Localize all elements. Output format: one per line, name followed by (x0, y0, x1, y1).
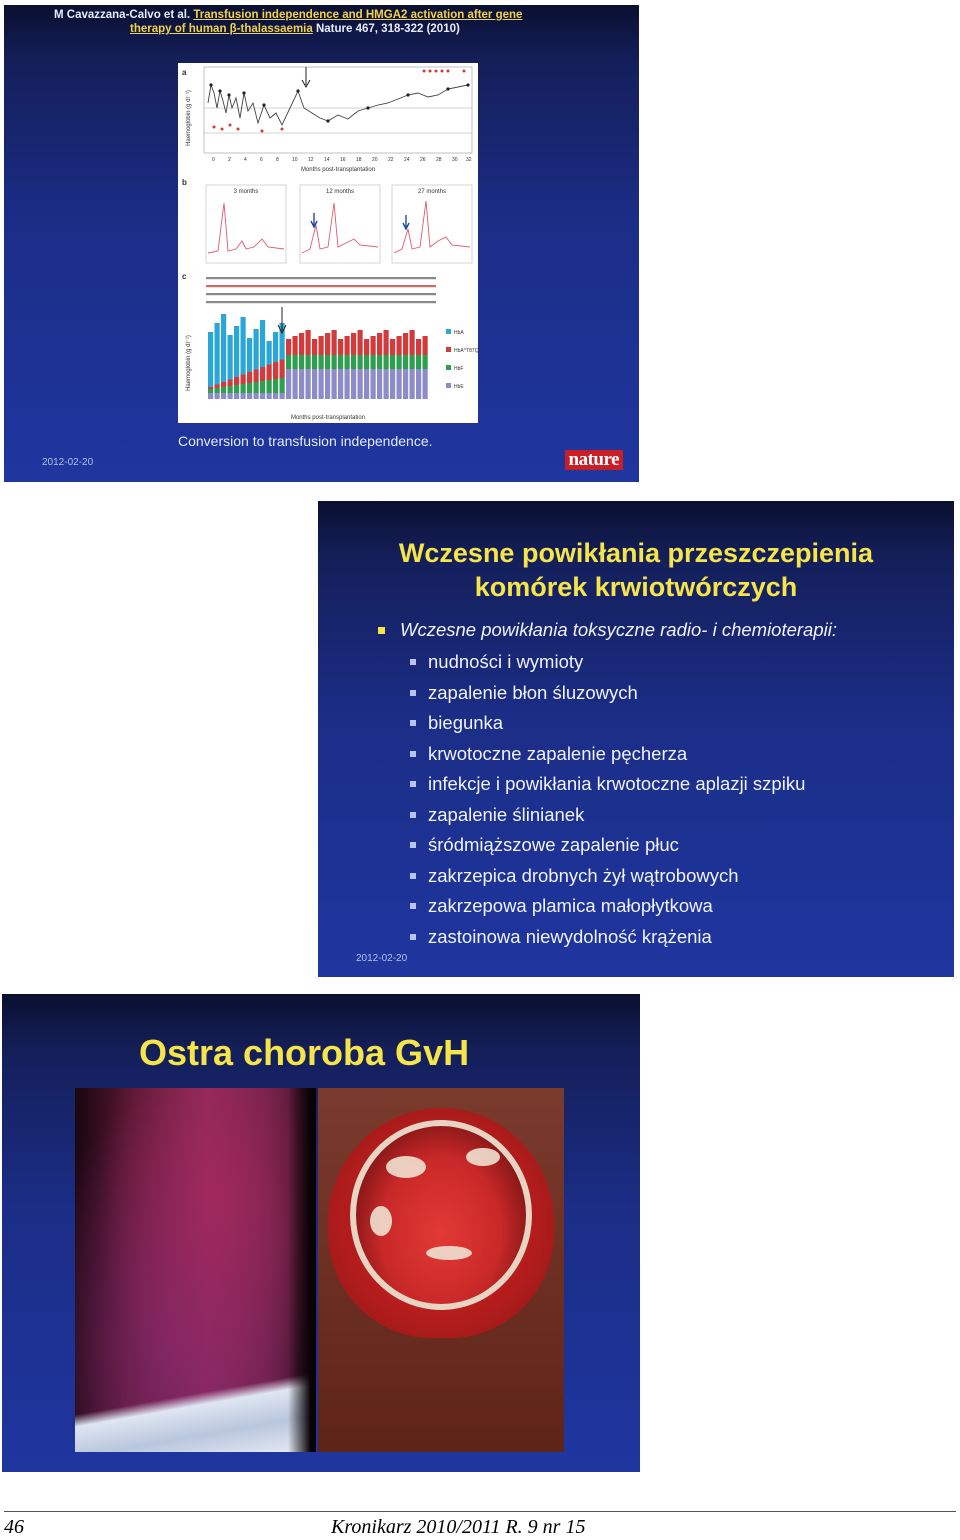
lesion-patch (466, 1148, 500, 1166)
stacked-bar-segment (312, 339, 317, 355)
stacked-bar-segment (325, 333, 330, 355)
stacked-bar-segment (338, 339, 343, 355)
stacked-bar-segment (241, 375, 246, 385)
citation-journal: Nature 467, 318-322 (2010) (315, 23, 460, 35)
citation (54, 8, 594, 36)
stacked-bar-segment (273, 393, 278, 399)
stacked-bar-segment (215, 388, 220, 393)
stacked-bar-segment (286, 369, 291, 399)
stacked-bar-segment (254, 393, 259, 399)
stacked-bar-segment (390, 369, 395, 399)
sub-bullet-text: biegunka (428, 712, 504, 734)
page-number: 46 (4, 1516, 24, 1538)
stacked-bar-segment (371, 369, 376, 399)
stacked-bar-segment (228, 393, 233, 399)
stacked-bar-segment (293, 369, 298, 399)
stacked-bar-segment (286, 355, 291, 369)
stacked-bar-segment (293, 355, 298, 369)
svg-text:26: 26 (420, 157, 426, 163)
stacked-bar-segment (351, 333, 356, 355)
stacked-bar-segment (273, 332, 278, 362)
panel-c-table (206, 277, 436, 303)
svg-text:2: 2 (228, 157, 231, 163)
slide-early-complications (318, 501, 954, 977)
panel-label-b: b (182, 178, 187, 187)
sub-bullet-text: śródmiąższowe zapalenie płuc (428, 834, 679, 856)
stacked-bar-segment (332, 355, 337, 369)
cloth-region (75, 1372, 316, 1452)
svg-text:10: 10 (292, 157, 298, 163)
sub-bullet-text: zakrzepica drobnych żył wątrobowych (428, 864, 739, 886)
figure-panel (178, 63, 478, 423)
stacked-bar-segment (319, 369, 324, 399)
sub-bullet-marker (410, 812, 416, 818)
stacked-bar-segment (267, 341, 272, 365)
slide2-title-line1: Wczesne powikłania przeszczepienia (398, 538, 874, 568)
slide2-title (318, 536, 954, 604)
slide1-caption: Conversion to transfusion independence. (178, 433, 433, 449)
stacked-bar-segment (208, 387, 213, 389)
stacked-bar-segment (306, 355, 311, 369)
footer-rule (4, 1511, 956, 1512)
stacked-bar-segment (358, 330, 363, 355)
stacked-bar-segment (403, 333, 408, 355)
oral-mucositis-photo (318, 1088, 564, 1452)
stacked-bar-segment (260, 393, 265, 399)
sub-bullet (410, 708, 837, 739)
sub-bullet (410, 678, 837, 709)
sub-bullet-text: zakrzepowa plamica małopłytkowa (428, 895, 713, 917)
svg-text:30: 30 (452, 157, 458, 163)
stacked-bar-segment (338, 355, 343, 369)
stacked-bar-segment (215, 385, 220, 389)
stacked-bar-segment (377, 333, 382, 355)
panel-a-xticks (212, 157, 472, 163)
panel-a-trace (208, 85, 468, 125)
stacked-bar-segment (208, 393, 213, 399)
stacked-bar-segment (423, 355, 428, 369)
stacked-bar-segment (234, 377, 239, 385)
stacked-bar-segment (228, 335, 233, 380)
stacked-bar-segment (397, 355, 402, 369)
stacked-bar-segment (390, 355, 395, 369)
stacked-bar-segment (267, 380, 272, 393)
stacked-bar-segment (299, 333, 304, 355)
stacked-bar-segment (377, 355, 382, 369)
svg-text:3 months: 3 months (233, 189, 259, 195)
stacked-bar-segment (241, 317, 246, 375)
svg-text:12 months: 12 months (325, 189, 355, 195)
stacked-bar-segment (221, 382, 226, 387)
stacked-bar-segment (423, 369, 428, 399)
stacked-bar-segment (371, 355, 376, 369)
bullet-list (378, 619, 837, 952)
svg-text:18: 18 (356, 157, 362, 163)
panel-a-frame (204, 67, 472, 153)
stacked-bar-segment (215, 393, 220, 399)
citation-title-link-1[interactable]: Transfusion independence and HMGA2 activation after gene (193, 9, 523, 21)
bullet-marker (378, 627, 385, 634)
svg-text:27 months: 27 months (417, 189, 447, 195)
mouth-inner (350, 1120, 532, 1310)
lesion-patch (386, 1156, 426, 1178)
stacked-bar-segment (319, 336, 324, 355)
stacked-bar-segment (280, 378, 285, 393)
stacked-bar-segment (215, 323, 220, 385)
svg-text:32: 32 (466, 157, 472, 163)
stacked-bar-segment (351, 355, 356, 369)
stacked-bar-segment (312, 369, 317, 399)
stacked-bar-segment (312, 355, 317, 369)
stacked-bar-segment (325, 369, 330, 399)
sub-bullet-marker (410, 934, 416, 940)
stacked-bar-segment (358, 355, 363, 369)
stacked-bar-segment (416, 339, 421, 355)
panel-b-chromatograms (206, 185, 472, 263)
stacked-bar-segment (221, 393, 226, 399)
slide2-date: 2012-02-20 (356, 953, 408, 964)
svg-text:20: 20 (372, 157, 378, 163)
lesion-patch (426, 1246, 472, 1260)
stacked-bar-segment (254, 370, 259, 383)
sub-bullet (410, 891, 837, 922)
stacked-bar-segment (234, 393, 239, 399)
main-bullet-text: Wczesne powikłania toksyczne radio- i chemioterapii: (400, 619, 837, 640)
stacked-bar-segment (416, 369, 421, 399)
stacked-bar-segment (234, 326, 239, 377)
sub-bullet (410, 647, 837, 678)
stacked-bar-segment (228, 380, 233, 387)
sub-bullet-text: infekcje i powikłania krwotoczne aplazji szpiku (428, 773, 806, 795)
sub-bullet-marker (410, 873, 416, 879)
stacked-bar-segment (384, 355, 389, 369)
panel-c-legend (446, 329, 478, 390)
stacked-bar-segment (410, 355, 415, 369)
sub-bullet-text: krwotoczne zapalenie pęcherza (428, 742, 688, 764)
citation-title-link-2[interactable]: therapy of human β-thalassaemia (130, 23, 313, 35)
nature-logo: nature (565, 450, 623, 470)
panel-c-arrow (278, 307, 286, 333)
stacked-bar-segment (241, 393, 246, 399)
shadow-region (288, 1088, 316, 1452)
stacked-bar-segment (371, 336, 376, 355)
sub-bullet-marker (410, 903, 416, 909)
stacked-bar-segment (247, 393, 252, 399)
sub-bullet-text: zapalenie ślinianek (428, 803, 585, 825)
stacked-bar-segment (332, 330, 337, 355)
stacked-bar-segment (384, 330, 389, 355)
stacked-bar-segment (221, 314, 226, 382)
stacked-bar-segment (332, 369, 337, 399)
svg-text:HbA^T87Q: HbA^T87Q (454, 348, 478, 354)
svg-text:0: 0 (212, 157, 215, 163)
sub-bullet-marker (410, 781, 416, 787)
stacked-bar-segment (410, 330, 415, 355)
stacked-bar-segment (423, 336, 428, 355)
sub-bullet (410, 861, 837, 892)
svg-text:14: 14 (324, 157, 330, 163)
panel-c-xlabel: Months post-transplantation (290, 415, 366, 421)
stacked-bar-segment (358, 369, 363, 399)
stacked-bar-segment (280, 393, 285, 399)
sub-bullet-marker (410, 690, 416, 696)
mouth-lips (328, 1108, 554, 1338)
stacked-bar-segment (234, 385, 239, 393)
stacked-bar-segment (260, 367, 265, 381)
stacked-bar-segment (228, 386, 233, 393)
slide2-title-line2: komórek krwiotwórczych (474, 572, 798, 602)
svg-text:28: 28 (436, 157, 442, 163)
stacked-bar-segment (260, 320, 265, 367)
stacked-bar-segment (390, 339, 395, 355)
journal-title: Kronikarz 2010/2011 R. 9 nr 15 (331, 1516, 586, 1538)
sub-bullet (410, 830, 837, 861)
citation-authors: M Cavazzana-Calvo et al. (54, 9, 191, 21)
panel-a-ylabel: Haemoglobin (g dl⁻¹) (186, 90, 192, 146)
stacked-bar-segment (377, 369, 382, 399)
stacked-bar-segment (345, 355, 350, 369)
stacked-bar-segment (208, 389, 213, 393)
panel-label-a: a (182, 68, 187, 77)
svg-text:16: 16 (340, 157, 346, 163)
stacked-bar-segment (338, 369, 343, 399)
stacked-bar-segment (319, 355, 324, 369)
sub-bullet-marker (410, 842, 416, 848)
stacked-bar-segment (221, 387, 226, 393)
slide-acute-gvhd (2, 994, 640, 1472)
stacked-bar-segment (267, 393, 272, 399)
stacked-bar-segment (384, 369, 389, 399)
stacked-bar-segment (293, 336, 298, 355)
stacked-bar-segment (273, 379, 278, 393)
panel-c-bars (208, 314, 428, 399)
svg-text:HbF: HbF (454, 366, 464, 372)
stacked-bar-segment (306, 369, 311, 399)
stacked-bar-segment (247, 383, 252, 393)
svg-text:HbE: HbE (454, 384, 464, 390)
sub-bullet-text: nudności i wymioty (428, 651, 584, 673)
stacked-bar-segment (345, 336, 350, 355)
stacked-bar-segment (299, 355, 304, 369)
sub-bullet (410, 739, 837, 770)
stacked-bar-segment (410, 369, 415, 399)
svg-text:6: 6 (260, 157, 263, 163)
panel-c-ylabel: Haemoglobin (g dl⁻¹) (186, 335, 192, 391)
stacked-bar-segment (325, 355, 330, 369)
sub-bullet-text: zapalenie błon śluzowych (428, 681, 638, 703)
stacked-bar-segment (286, 339, 291, 355)
svg-text:12: 12 (308, 157, 314, 163)
stacked-bar-segment (364, 339, 369, 355)
sub-bullet-marker (410, 659, 416, 665)
stacked-bar-segment (247, 372, 252, 383)
stacked-bar-segment (273, 362, 278, 379)
sub-bullet (410, 800, 837, 831)
svg-text:4: 4 (244, 157, 247, 163)
stacked-bar-segment (208, 332, 213, 387)
stacked-bar-segment (241, 384, 246, 393)
stacked-bar-segment (351, 369, 356, 399)
figure-svg (178, 63, 478, 423)
slide1-date: 2012-02-20 (42, 457, 94, 468)
main-bullet (378, 619, 837, 641)
stacked-bar-segment (397, 336, 402, 355)
svg-text:8: 8 (276, 157, 279, 163)
stacked-bar-segment (403, 355, 408, 369)
stacked-bar-segment (403, 369, 408, 399)
sub-bullet-marker (410, 751, 416, 757)
stacked-bar-segment (364, 355, 369, 369)
stacked-bar-segment (416, 355, 421, 369)
stacked-bar-segment (397, 369, 402, 399)
stacked-bar-segment (260, 381, 265, 393)
stacked-bar-segment (254, 329, 259, 370)
panel-a-arrow (302, 67, 310, 87)
stacked-bar-segment (267, 365, 272, 381)
lesion-patch (370, 1206, 392, 1236)
slide3-title: Ostra choroba GvH (139, 1032, 470, 1073)
stacked-bar-segment (299, 369, 304, 399)
svg-text:24: 24 (404, 157, 410, 163)
svg-text:22: 22 (388, 157, 394, 163)
stacked-bar-segment (254, 382, 259, 393)
skin-rash-photo (75, 1088, 316, 1452)
stacked-bar-segment (306, 330, 311, 355)
sub-bullet-text: zastoinowa niewydolność krążenia (428, 925, 712, 947)
sub-bullet (410, 922, 837, 953)
panel-a-transfusion-markers (213, 70, 466, 133)
svg-text:HbA: HbA (454, 330, 464, 336)
sub-bullet (410, 769, 837, 800)
stacked-bar-segment (345, 369, 350, 399)
panel-a-xlabel: Months post-transplantation (300, 167, 376, 173)
sub-bullet-marker (410, 720, 416, 726)
panel-a-points (209, 83, 469, 122)
stacked-bar-segment (280, 360, 285, 379)
stacked-bar-segment (247, 338, 252, 372)
panel-label-c: c (182, 272, 187, 281)
stacked-bar-segment (364, 369, 369, 399)
slide-nature-figure (4, 5, 639, 482)
